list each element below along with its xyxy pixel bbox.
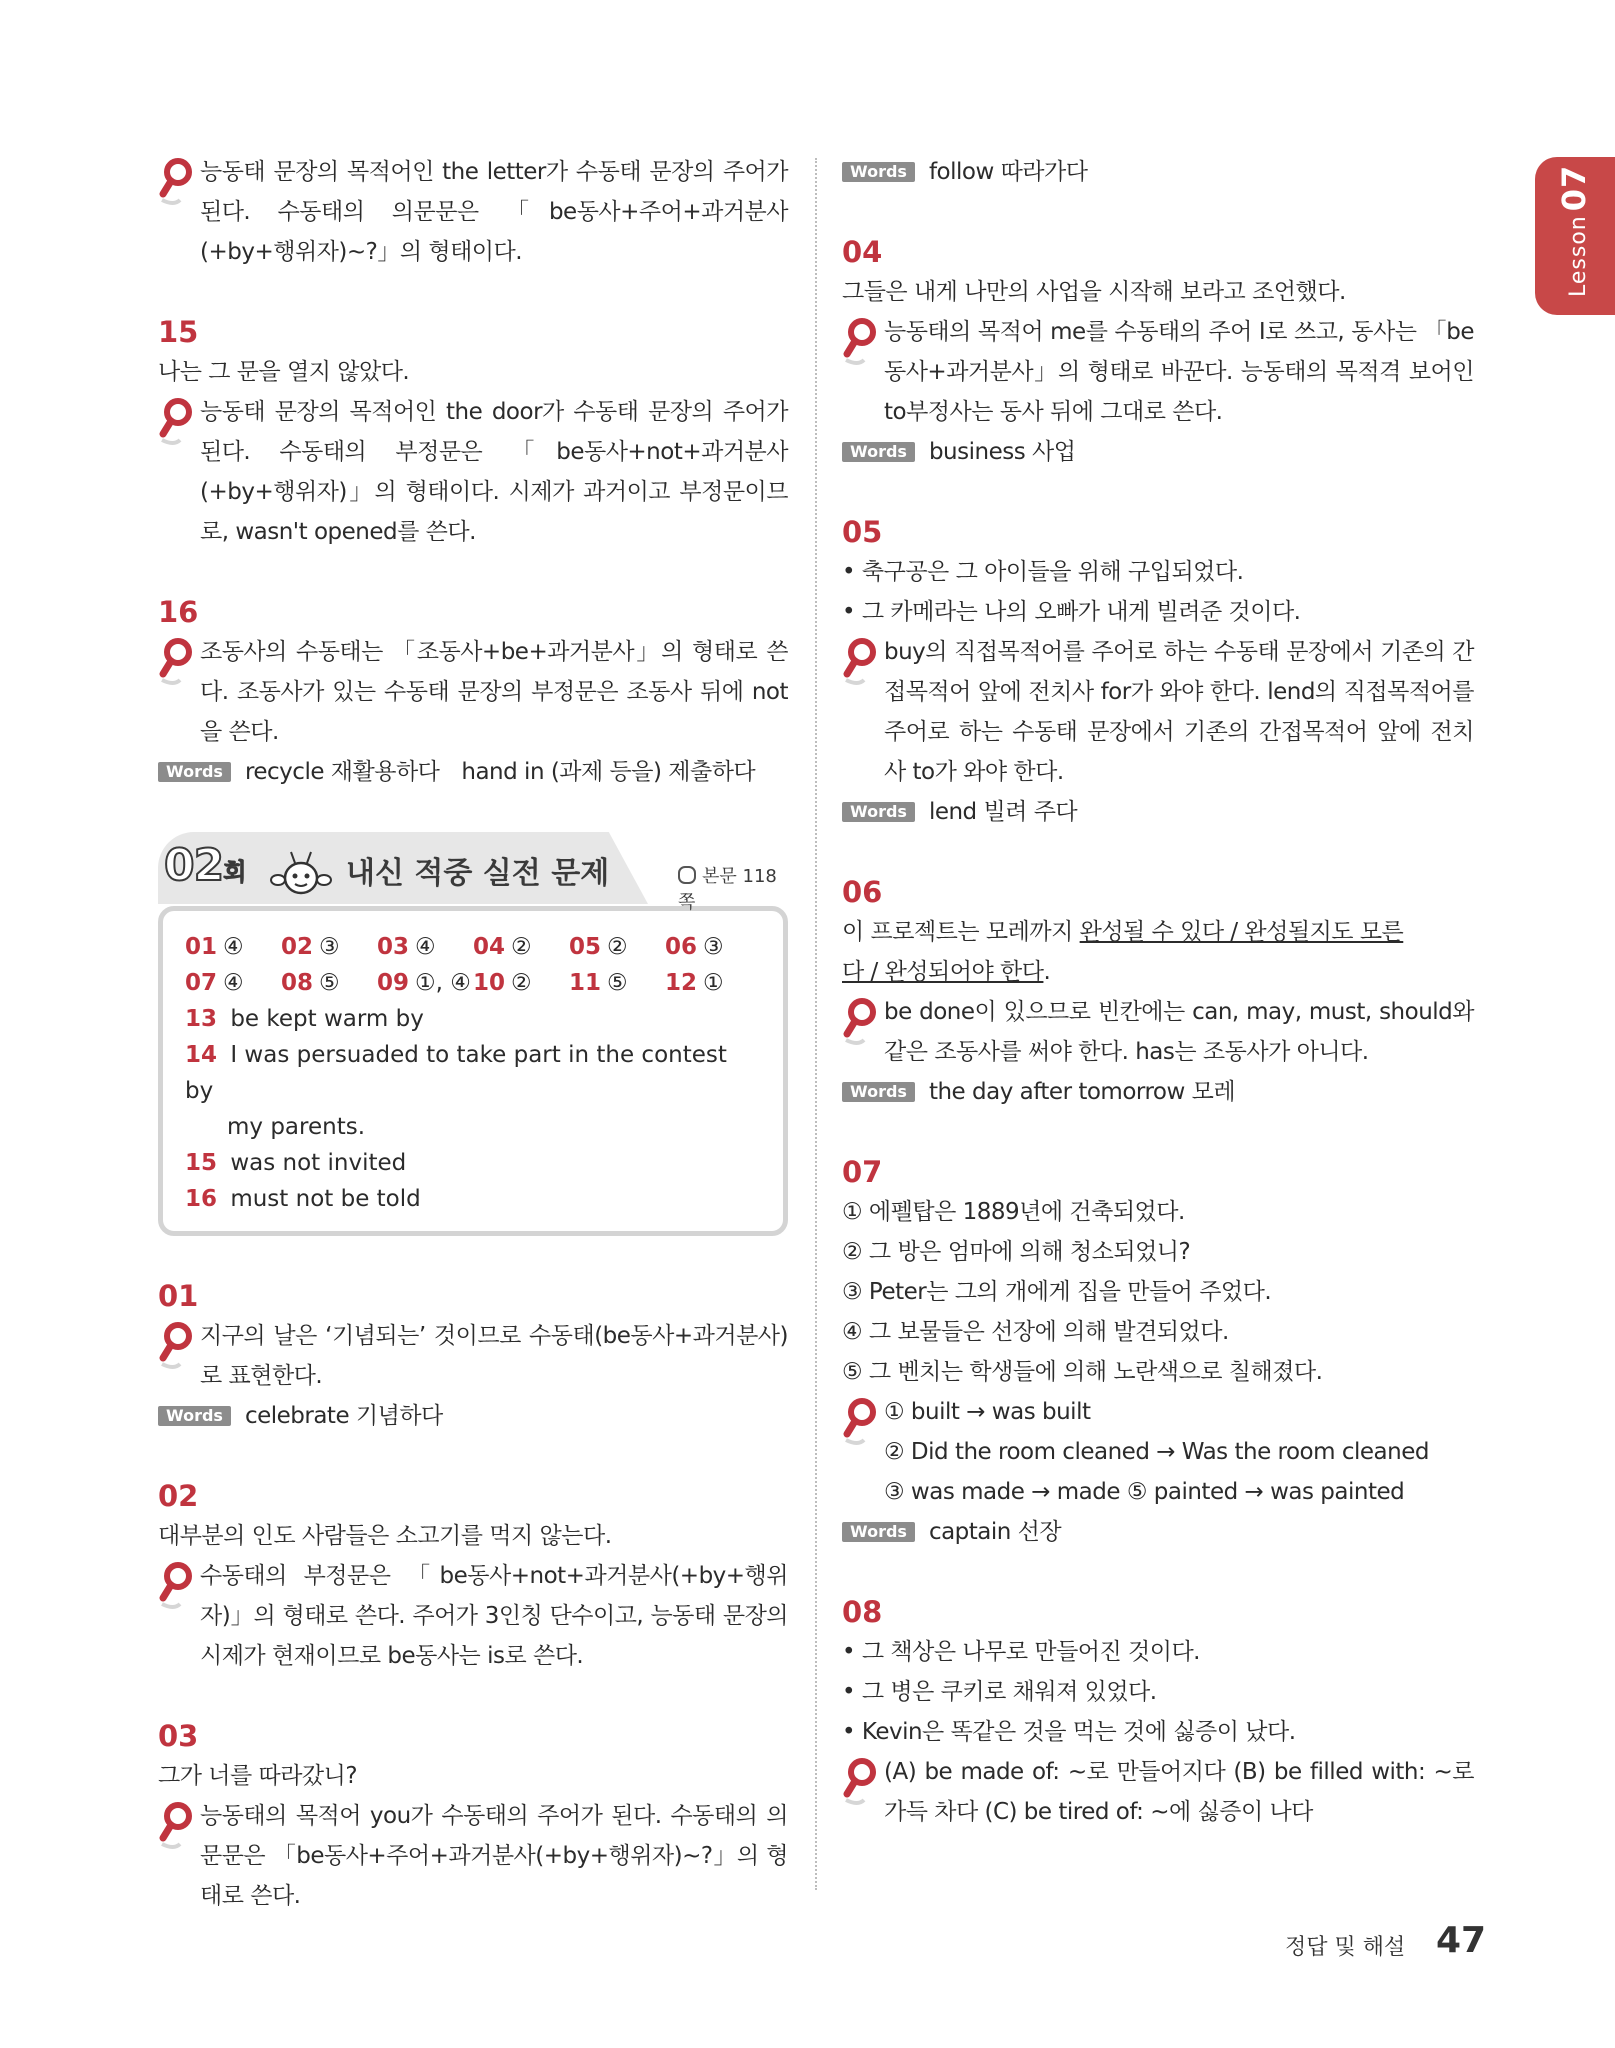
answer-cell: 01 ④ xyxy=(185,934,244,960)
option-line: ① 에펠탑은 1889년에 건축되었다. xyxy=(842,1199,1185,1225)
answer-round: 02회 xyxy=(164,840,246,891)
option-line: ② 그 방은 엄마에 의해 청소되었니? xyxy=(842,1239,1191,1265)
hint xyxy=(842,1392,1474,1512)
words-item: lend 빌려 주다 xyxy=(928,799,1078,825)
hint xyxy=(158,392,788,552)
answer-row xyxy=(185,929,761,965)
question-number: 02 xyxy=(158,1479,199,1513)
magnifier-icon xyxy=(158,1560,200,1612)
hint-text: be done이 있으므로 빈칸에는 can, may, must, should와 같은 조동사를 써야 한다. has는 조동사가 아니다. xyxy=(884,999,1474,1065)
question-number: 05 xyxy=(842,515,883,549)
words-item: captain 선장 xyxy=(928,1519,1062,1545)
hint xyxy=(158,1796,788,1916)
words-tag: Words xyxy=(842,442,915,462)
bee-mascot-icon xyxy=(270,846,332,900)
magnifier-icon xyxy=(158,1320,200,1372)
hint-text: 능동태의 목적어 you가 수동태의 주어가 된다. 수동태의 의문문은 「be동사+주어+과거분사(+by+행위자)~?」의 형태로 쓴다. xyxy=(200,1803,788,1909)
hint-text: ① built → was built ② Did the room cleaned → Was the room cleaned ③ was made → made ⑤ painted → was painted xyxy=(884,1399,1429,1505)
section-07 xyxy=(842,1152,1474,1552)
option-line: ③ Peter는 그의 개에게 집을 만들어 주었다. xyxy=(842,1279,1272,1305)
answer-row xyxy=(185,965,761,1001)
option-line: ⑤ 그 벤치는 학생들에 의해 노란색으로 칠해졌다. xyxy=(842,1359,1323,1385)
answer-cell: 12 ① xyxy=(665,970,724,996)
answer-cell: 06 ③ xyxy=(665,934,724,960)
answer-cell: 04 ② xyxy=(473,934,532,960)
section-08 xyxy=(842,1592,1474,1832)
question-number: 08 xyxy=(842,1595,883,1629)
question-text: 이 프로젝트는 모레까지 완성될 수 있다 / 완성될지도 모른 다 / 완성되어야 한다. xyxy=(842,919,1404,985)
magnifier-icon xyxy=(158,156,200,208)
answer-cell: 11 ⑤ xyxy=(569,970,628,996)
section-04 xyxy=(842,232,1474,472)
hint-text: 수동태의 부정문은 「be동사+not+과거분사(+by+행위자)」의 형태로 쓴다. 주어가 3인칭 단수이고, 능동태 문장의 시제가 현재이므로 be동사는 is로 쓴다. xyxy=(200,1563,788,1669)
hint-text: buy의 직접목적어를 주어로 하는 수동태 문장에서 기존의 간접목적어 앞에 전치사 for가 와야 한다. lend의 직접목적어를 주어로 하는 수동태 문장에서 기존의 간접목적어 앞에 전치사 to가 와야 한다. xyxy=(884,639,1474,785)
bullet-line: • 그 카메라는 나의 오빠가 내게 빌려준 것이다. xyxy=(842,599,1301,625)
answer-ref: 본문 118쪽 xyxy=(678,866,777,913)
section-03-words xyxy=(842,152,1474,192)
left-column xyxy=(158,152,788,1956)
words xyxy=(158,752,788,792)
question-number: 15 xyxy=(158,315,199,349)
magnifier-icon xyxy=(158,636,200,688)
magnifier-icon xyxy=(842,1396,884,1448)
answer-header xyxy=(158,832,788,912)
hint-text: 능동태 문장의 목적어인 the door가 수동태 문장의 주어가 된다. 수동태의 부정문은 「be동사+not+과거분사(+by+행위자)」의 형태이다. 시제가 과거이고 부정문이므로, wasn't opened를 쓴다. xyxy=(200,399,788,545)
question-number: 04 xyxy=(842,235,883,269)
words xyxy=(158,1396,788,1436)
answer-box xyxy=(158,906,788,1236)
column-divider xyxy=(815,158,817,1890)
bullet-line: • 그 병은 쿠키로 채워져 있었다. xyxy=(842,1679,1157,1705)
section-05 xyxy=(842,512,1474,832)
hint xyxy=(158,1316,788,1396)
question-number: 03 xyxy=(158,1719,199,1753)
words-tag: Words xyxy=(842,162,915,182)
words-tag: Words xyxy=(842,1082,915,1102)
words-item: follow 따라가다 xyxy=(928,159,1088,185)
question-number: 07 xyxy=(842,1155,883,1189)
section-16 xyxy=(158,592,788,792)
question-text: 대부분의 인도 사람들은 소고기를 먹지 않는다. xyxy=(158,1523,612,1549)
words xyxy=(842,792,1474,832)
hint xyxy=(842,632,1474,792)
hint-text: 능동태 문장의 목적어인 the letter가 수동태 문장의 주어가 된다. 수동태의 의문문은 「be동사+주어+과거분사(+by+행위자)~?」의 형태이다. xyxy=(200,159,788,265)
answer-16: 16 must not be told xyxy=(185,1186,421,1212)
hint xyxy=(158,1556,788,1676)
question-text: 그들은 내게 나만의 사업을 시작해 보라고 조언했다. xyxy=(842,279,1346,305)
hint-text: 지구의 날은 ‘기념되는’ 것이므로 수동태(be동사+과거분사)로 표현한다. xyxy=(200,1323,788,1389)
answer-cell: 03 ④ xyxy=(377,934,436,960)
answer-13: 13 be kept warm by xyxy=(185,1006,424,1032)
hint-text: 능동태의 목적어 me를 수동태의 주어 I로 쓰고, 동사는 「be동사+과거분사」의 형태로 바꾼다. 능동태의 목적격 보어인 to부정사는 동사 뒤에 그대로 쓴다. xyxy=(884,319,1474,425)
words-item: celebrate 기념하다 xyxy=(244,1403,443,1429)
words-item: recycle 재활용하다 xyxy=(244,759,440,785)
magnifier-icon xyxy=(842,1756,884,1808)
words-tag: Words xyxy=(158,1406,231,1426)
words-tag: Words xyxy=(842,802,915,822)
answer-cell: 08 ⑤ xyxy=(281,970,340,996)
magnifier-icon xyxy=(158,1800,200,1852)
answer-cell: 07 ④ xyxy=(185,970,244,996)
answer-14: 14 I was persuaded to take part in the contest by my parents. xyxy=(185,1042,727,1140)
hint xyxy=(842,1752,1474,1832)
bullet-line: • Kevin은 똑같은 것을 먹는 것에 싫증이 났다. xyxy=(842,1719,1296,1745)
words-item: business 사업 xyxy=(928,439,1076,465)
section-06 xyxy=(842,872,1474,1112)
answer-cell: 09 ①, ④ xyxy=(377,970,471,996)
answer-cell: 05 ② xyxy=(569,934,628,960)
bullet-line: • 그 책상은 나무로 만들어진 것이다. xyxy=(842,1639,1200,1665)
question-number: 16 xyxy=(158,595,199,629)
page-number: 47 xyxy=(1436,1920,1487,1961)
magnifier-icon xyxy=(158,396,200,448)
answer-cell: 02 ③ xyxy=(281,934,340,960)
section-15 xyxy=(158,312,788,552)
hint xyxy=(158,632,788,752)
section-02 xyxy=(158,1476,788,1676)
question-number: 06 xyxy=(842,875,883,909)
answer-title: 내신 적중 실전 문제 xyxy=(346,856,610,891)
words-item: hand in (과제 등을) 제출하다 xyxy=(461,759,756,785)
section-01 xyxy=(158,1276,788,1436)
words xyxy=(842,1512,1474,1552)
magnifier-icon xyxy=(842,316,884,368)
lesson-tab xyxy=(1535,157,1615,315)
words-item: the day after tomorrow 모레 xyxy=(928,1079,1236,1105)
footer-label: 정답 및 해설 xyxy=(1285,1935,1406,1960)
words xyxy=(842,1072,1474,1112)
words xyxy=(842,152,1474,192)
question-text: 나는 그 문을 열지 않았다. xyxy=(158,359,410,385)
hint-text: (A) be made of: ~로 만들어지다 (B) be filled with: ~로 가득 차다 (C) be tired of: ~에 싫증이 나다 xyxy=(884,1759,1474,1825)
answer-15: 15 was not invited xyxy=(185,1150,407,1176)
words xyxy=(842,432,1474,472)
hint-text: 조동사의 수동태는 「조동사+be+과거분사」의 형태로 쓴다. 조동사가 있는 수동태 문장의 부정문은 조동사 뒤에 not을 쓴다. xyxy=(200,639,788,745)
option-line: ④ 그 보물들은 선장에 의해 발견되었다. xyxy=(842,1319,1229,1345)
hint xyxy=(842,312,1474,432)
hint xyxy=(842,992,1474,1072)
magnifier-icon xyxy=(842,636,884,688)
section-14-continued xyxy=(158,152,788,272)
words-tag: Words xyxy=(158,762,231,782)
lesson-tab-label: Lesson07 xyxy=(1555,164,1593,297)
section-03 xyxy=(158,1716,788,1916)
right-column xyxy=(842,152,1474,1872)
question-text: 그가 너를 따라갔니? xyxy=(158,1763,358,1789)
circle-arrow-icon xyxy=(678,866,696,884)
hint xyxy=(158,152,788,272)
question-number: 01 xyxy=(158,1279,199,1313)
magnifier-icon xyxy=(842,996,884,1048)
words-tag: Words xyxy=(842,1522,915,1542)
answer-cell: 10 ② xyxy=(473,970,532,996)
bullet-line: • 축구공은 그 아이들을 위해 구입되었다. xyxy=(842,559,1244,585)
